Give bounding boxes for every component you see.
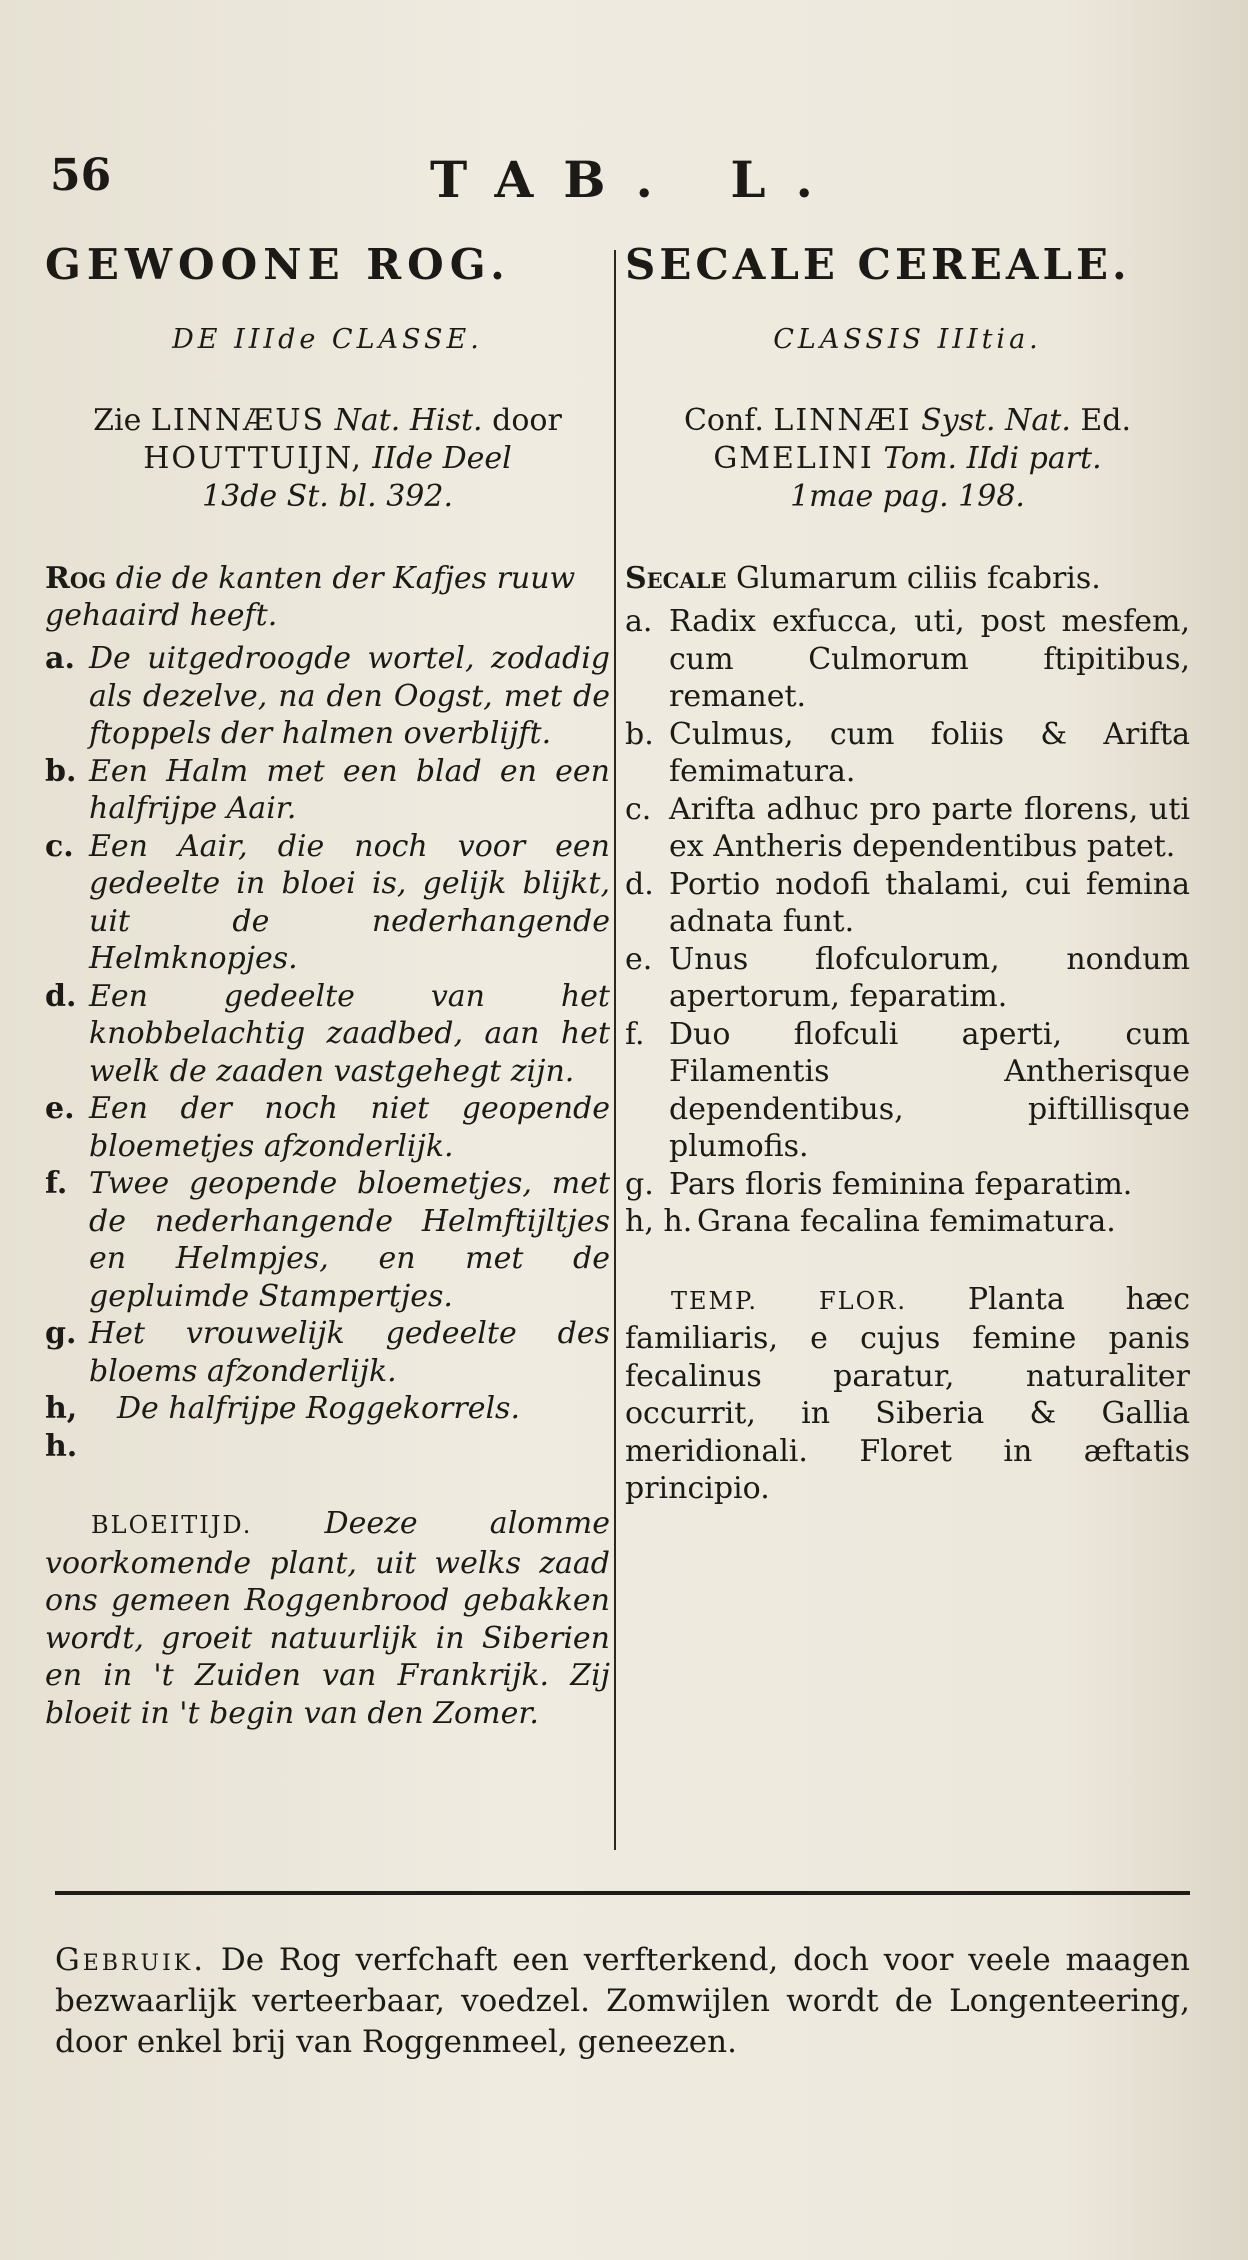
usage-paragraph bbox=[55, 1940, 1190, 2063]
item-letter: g. bbox=[45, 1316, 77, 1351]
item-text: Culmus, cum foliis & Arifta femimatura. bbox=[669, 716, 1190, 789]
usage-lead: Gebruik. bbox=[55, 1942, 207, 1978]
latin-flowering-note bbox=[625, 1281, 1190, 1508]
dutch-figure-list bbox=[45, 640, 610, 1465]
ref-page: 1mae pag. 198. bbox=[790, 479, 1025, 514]
page-number: 56 bbox=[50, 150, 112, 201]
item-letter: f. bbox=[45, 1166, 68, 1201]
item-text: De halfrijpe Roggekorrels. bbox=[117, 1391, 520, 1426]
ref-volume: Tom. IIdi part. bbox=[873, 441, 1102, 476]
flowering-lead: TEMP. FLOR. bbox=[671, 1286, 907, 1315]
list-item bbox=[625, 1016, 1190, 1166]
item-letter: d. bbox=[625, 866, 654, 902]
item-text: De uitgedroogde wortel, zodadig als dezelve, na den Oogst, met de ftoppels der halmen overblijft. bbox=[89, 641, 610, 751]
item-letter: e. bbox=[625, 941, 653, 977]
list-item bbox=[625, 791, 1190, 866]
item-text: Een Halm met een blad en een halfrijpe Aair. bbox=[89, 753, 610, 826]
desc-lead: Rog bbox=[45, 561, 107, 596]
dutch-reference bbox=[45, 402, 610, 552]
list-item bbox=[45, 1390, 610, 1465]
flowering-lead: BLOEITIJD. bbox=[91, 1511, 253, 1539]
item-letter: a. bbox=[45, 641, 75, 676]
item-letter: f. bbox=[625, 1016, 645, 1052]
list-item bbox=[45, 640, 610, 753]
flowering-text: Deeze alomme voorkomende plant, uit welks zaad ons gemeen Roggenbrood gebakken wordt, groeit natuurlijk in Siberien en in 't Zuiden van Frankrijk. Zij bloeit in 't begin van den Zomer. bbox=[45, 1506, 610, 1731]
column-divider bbox=[614, 250, 616, 1850]
item-letter: a. bbox=[625, 604, 653, 639]
latin-reference bbox=[625, 402, 1190, 552]
ref-text: Conf. bbox=[683, 403, 774, 438]
latin-figure-list bbox=[625, 603, 1190, 1241]
list-item bbox=[625, 603, 1190, 716]
desc-lead: Secale bbox=[625, 561, 727, 596]
ref-page: 13de St. bl. 392. bbox=[201, 479, 453, 514]
item-letter: c. bbox=[625, 791, 652, 827]
dutch-column bbox=[45, 240, 610, 1732]
item-letter: h, h. bbox=[625, 1204, 693, 1239]
item-text: Een Aair, die noch voor een gedeelte in bloei is, gelijk blijkt, uit de nederhangende Helmknopjes. bbox=[89, 828, 610, 976]
list-item bbox=[625, 941, 1190, 1016]
list-item bbox=[625, 1203, 1190, 1241]
item-text: Duo flofculi aperti, cum Filamentis Antherisque dependentibus, piftillisque plumofis. bbox=[669, 1016, 1190, 1164]
item-text: Portio nodofi thalami, cui femina adnata funt. bbox=[669, 866, 1190, 939]
item-text: Unus flofculorum, nondum apertorum, feparatim. bbox=[669, 941, 1190, 1014]
dutch-title: GEWOONE ROG. bbox=[45, 240, 511, 289]
dutch-flowering-note bbox=[45, 1505, 610, 1732]
item-text: Een der noch niet geopende bloemetjes afzonderlijk. bbox=[89, 1091, 610, 1164]
ref-work: Nat. Hist. bbox=[325, 403, 483, 438]
list-item bbox=[45, 1090, 610, 1165]
latin-classe: CLASSIS IIItia. bbox=[773, 324, 1042, 355]
page-header bbox=[50, 150, 1200, 220]
list-item bbox=[45, 753, 610, 828]
latin-column bbox=[625, 240, 1190, 1508]
item-letter: b. bbox=[45, 753, 77, 789]
desc-text: die de kanten der Kafjes ruuw gehaaird heeft. bbox=[45, 561, 576, 633]
horizontal-rule bbox=[55, 1891, 1190, 1895]
ref-text: door bbox=[482, 403, 562, 438]
plate-title: TAB. L. bbox=[430, 150, 843, 209]
list-item bbox=[45, 978, 610, 1091]
item-text: Een gedeelte van het knobbelachtig zaadbed, aan het welk de zaaden vastgehegt zijn. bbox=[89, 978, 610, 1089]
list-item bbox=[45, 1165, 610, 1315]
item-text: Radix exfucca, uti, post mesfem, cum Culmorum ftipitibus, remanet. bbox=[669, 604, 1190, 714]
list-item bbox=[45, 828, 610, 978]
item-letter: g. bbox=[625, 1166, 654, 1202]
usage-text: De Rog verfchaft een verfterkend, doch voor veele maagen bezwaarlijk verteerbaar, voedzel. Zomwijlen wordt de Longenteering, door enkel brij van Roggenmeel, geneezen. bbox=[55, 1942, 1190, 2060]
list-item bbox=[45, 1315, 610, 1390]
dutch-classe: DE IIIde CLASSE. bbox=[172, 324, 483, 355]
desc-text: Glumarum ciliis fcabris. bbox=[726, 561, 1101, 596]
ref-work: Syst. Nat. bbox=[911, 403, 1071, 438]
ref-text: Ed. bbox=[1070, 403, 1132, 438]
item-text: Het vrouwelijk gedeelte des bloems afzonderlijk. bbox=[89, 1316, 610, 1389]
item-text: Grana fecalina femimatura. bbox=[697, 1204, 1116, 1239]
ref-author: HOUTTUIJN, bbox=[143, 441, 363, 476]
flowering-text: Planta hæc familiaris, e cujus femine panis fecalinus paratur, naturaliter occurrit, in Siberia & Gallia meridionali. Floret in æftatis principio. bbox=[625, 1281, 1190, 1506]
item-letter: d. bbox=[45, 978, 77, 1014]
latin-description bbox=[625, 560, 1190, 597]
dutch-description bbox=[45, 560, 610, 634]
ref-volume: IIde Deel bbox=[362, 441, 512, 476]
list-item bbox=[625, 866, 1190, 941]
item-letter: e. bbox=[45, 1091, 75, 1126]
item-text: Pars floris feminina feparatim. bbox=[669, 1166, 1133, 1202]
ref-author: GMELINI bbox=[713, 441, 874, 476]
item-letter: c. bbox=[45, 828, 74, 864]
ref-author: LINNÆI bbox=[773, 403, 912, 438]
item-letter: h, h. bbox=[45, 1391, 78, 1464]
list-item bbox=[625, 716, 1190, 791]
latin-title: SECALE CEREALE. bbox=[625, 240, 1131, 289]
list-item bbox=[625, 1166, 1190, 1204]
item-text: Twee geopende bloemetjes, met de nederhangende Helmftijltjes en Helmpjes, en met de gepluimde Stampertjes. bbox=[89, 1166, 610, 1314]
item-letter: b. bbox=[625, 716, 654, 752]
ref-author: LINNÆUS bbox=[150, 403, 326, 438]
ref-text: Zie bbox=[93, 403, 151, 438]
item-text: Arifta adhuc pro parte florens, uti ex Antheris dependentibus patet. bbox=[669, 791, 1190, 864]
